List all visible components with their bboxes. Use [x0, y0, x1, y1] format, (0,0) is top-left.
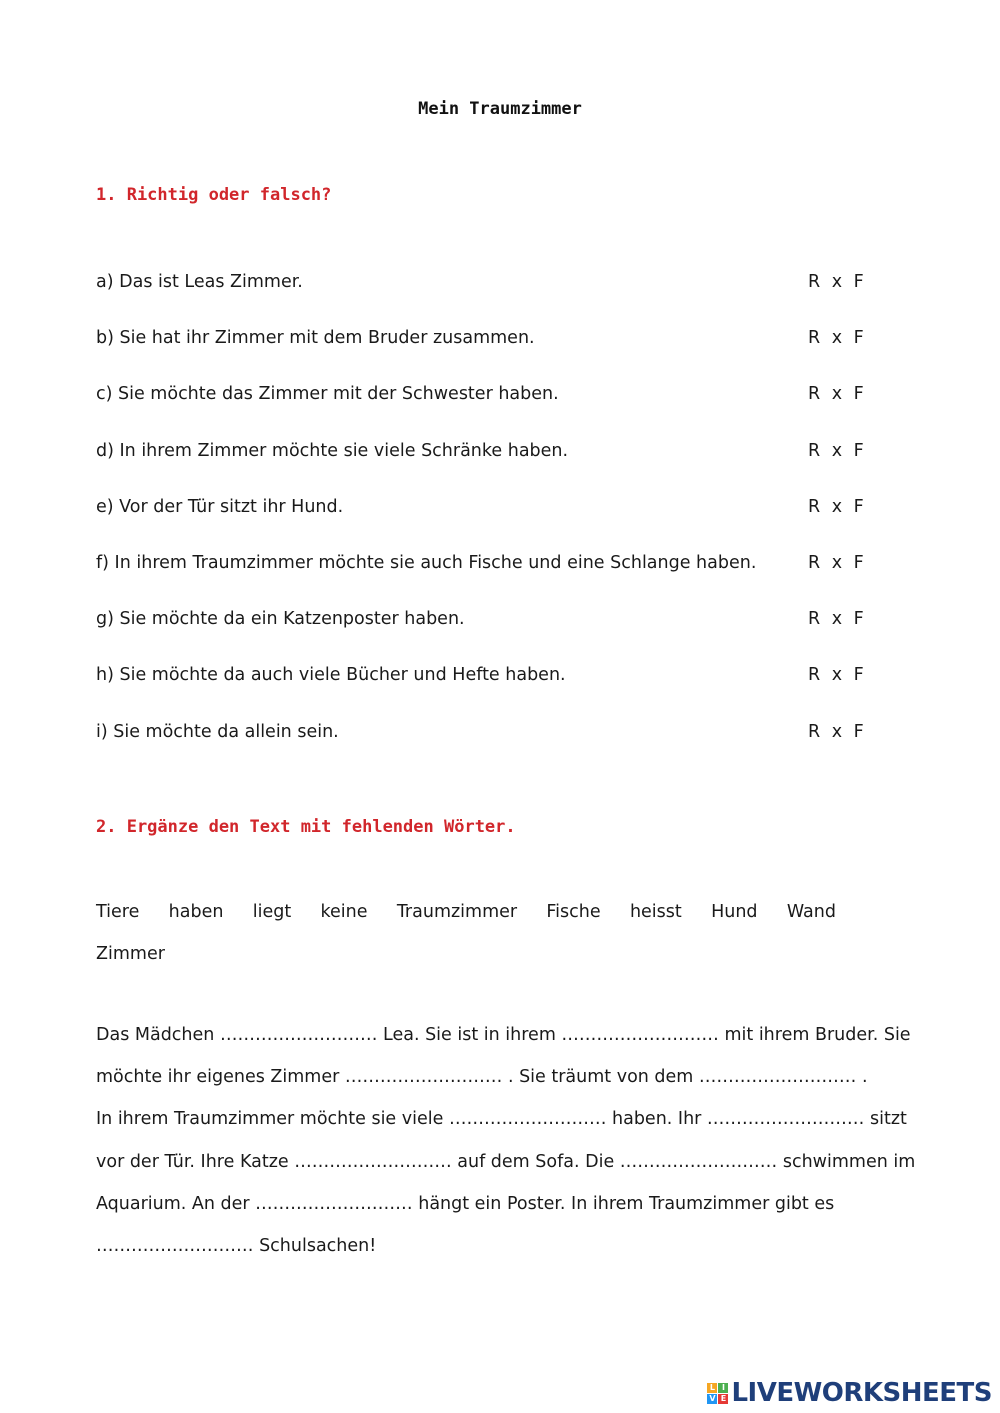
worksheet-title: Mein Traumzimmer — [418, 99, 582, 119]
logo-text: LIVEWORKSHEETS — [731, 1378, 992, 1408]
word-bank-word: haben — [168, 902, 224, 922]
section-1-heading: 1. Richtig oder falsch? — [96, 185, 332, 205]
logo-letter-tile: E — [718, 1394, 728, 1404]
statement-row — [96, 549, 876, 577]
true-false-options[interactable]: R x F — [808, 441, 864, 461]
true-false-options[interactable]: R x F — [808, 384, 864, 404]
logo-letter-tile: L — [707, 1383, 717, 1393]
word-bank — [96, 898, 836, 968]
true-false-options[interactable]: R x F — [808, 553, 864, 573]
section-2-heading: 2. Ergänze den Text mit fehlenden Wörter. — [96, 817, 516, 837]
gap-text-line: ……………………… Schulsachen! — [96, 1236, 377, 1256]
true-false-options[interactable]: R x F — [808, 497, 864, 517]
statement-row — [96, 661, 876, 689]
statement-row — [96, 493, 876, 521]
statement-text: a) Das ist Leas Zimmer. — [96, 272, 303, 292]
statement-text: h) Sie möchte da auch viele Bücher und Hefte haben. — [96, 665, 566, 685]
word-bank-word: keine — [320, 902, 368, 922]
word-bank-word: Zimmer — [96, 944, 165, 964]
word-bank-word: Wand — [786, 902, 836, 922]
statement-row — [96, 718, 876, 746]
logo-letter-tile: I — [718, 1383, 728, 1393]
statement-text: b) Sie hat ihr Zimmer mit dem Bruder zusammen. — [96, 328, 535, 348]
word-bank-word: Fische — [546, 902, 601, 922]
gap-text-line: Aquarium. An der ……………………… hängt ein Poster. In ihrem Traumzimmer gibt es — [96, 1194, 835, 1214]
statement-text: g) Sie möchte da ein Katzenposter haben. — [96, 609, 465, 629]
gap-text-line: möchte ihr eigenes Zimmer ……………………… . Sie träumt von dem ……………………… . — [96, 1067, 868, 1087]
statement-row — [96, 437, 876, 465]
statement-text: f) In ihrem Traumzimmer möchte sie auch Fische und eine Schlange haben. — [96, 553, 757, 573]
word-bank-word: liegt — [252, 902, 292, 922]
logo-icon — [707, 1383, 728, 1404]
statement-text: e) Vor der Tür sitzt ihr Hund. — [96, 497, 344, 517]
word-bank-word: Traumzimmer — [396, 902, 518, 922]
true-false-options[interactable]: R x F — [808, 609, 864, 629]
gap-text-line: In ihrem Traumzimmer möchte sie viele ……………………… haben. Ihr ……………………… sitzt — [96, 1109, 907, 1129]
true-false-options[interactable]: R x F — [808, 722, 864, 742]
word-bank-word: Hund — [711, 902, 758, 922]
statement-row — [96, 324, 876, 352]
statement-text: i) Sie möchte da allein sein. — [96, 722, 339, 742]
true-false-options[interactable]: R x F — [808, 272, 864, 292]
statement-text: d) In ihrem Zimmer möchte sie viele Schränke haben. — [96, 441, 569, 461]
gap-text-line: Das Mädchen ……………………… Lea. Sie ist in ihrem ……………………… mit ihrem Bruder. Sie — [96, 1025, 911, 1045]
true-false-options[interactable]: R x F — [808, 665, 864, 685]
statement-row — [96, 380, 876, 408]
word-bank-word: heisst — [629, 902, 682, 922]
statement-text: c) Sie möchte das Zimmer mit der Schwester haben. — [96, 384, 559, 404]
gap-text-line: vor der Tür. Ihre Katze ……………………… auf dem Sofa. Die ……………………… schwimmen im — [96, 1152, 916, 1172]
logo-letter-tile: V — [709, 1394, 716, 1403]
statement-row — [96, 605, 876, 633]
statement-row — [96, 268, 876, 296]
liveworksheets-logo — [707, 1378, 992, 1408]
word-bank-word: Tiere — [96, 902, 140, 922]
true-false-options[interactable]: R x F — [808, 328, 864, 348]
